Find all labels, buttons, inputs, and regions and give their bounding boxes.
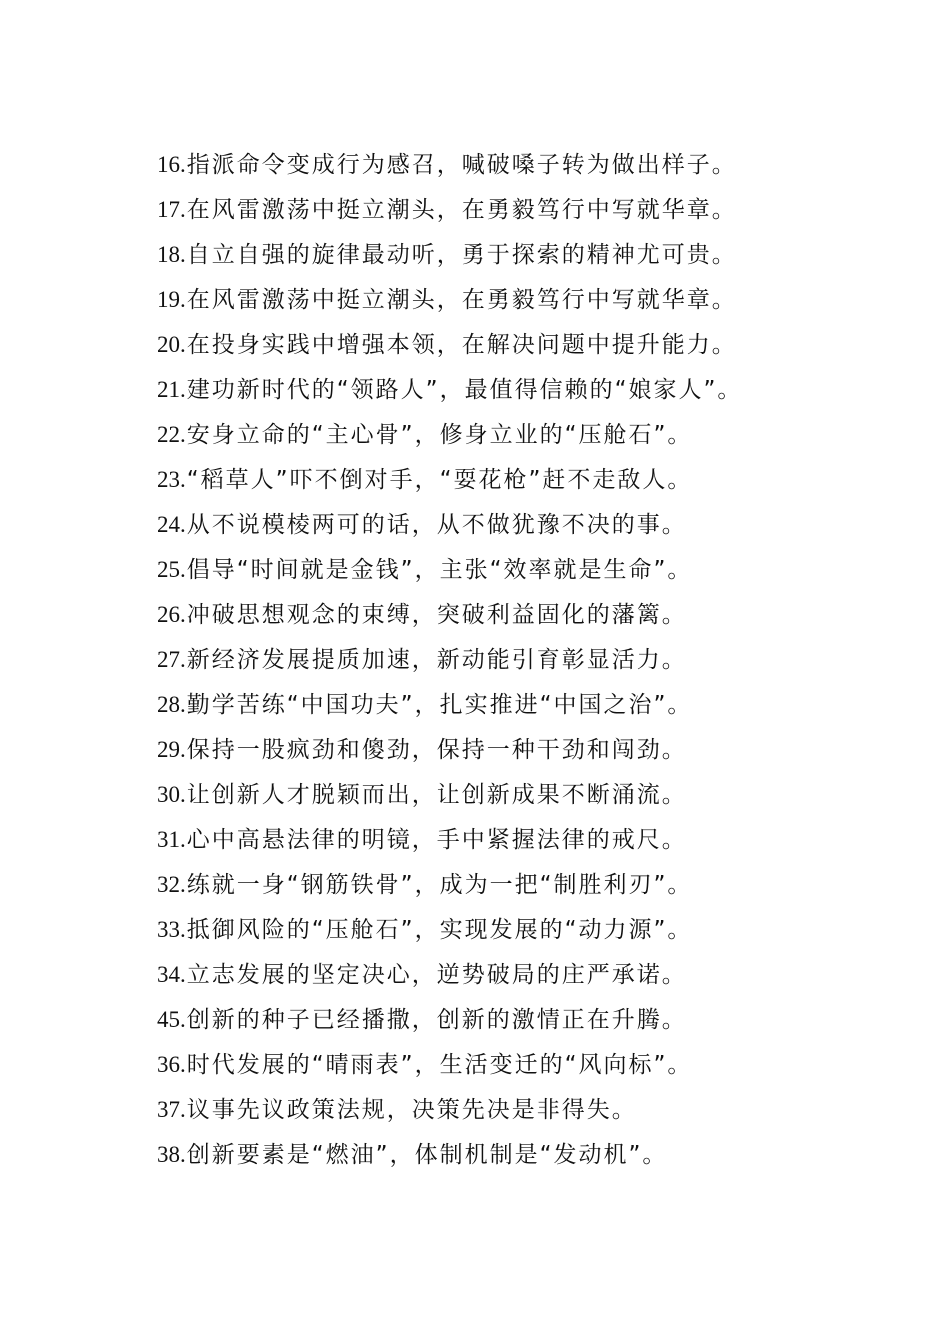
item-text: 创新的种子已经播撒，创新的激情正在升腾。 bbox=[186, 1007, 687, 1033]
item-text: 练就一身“钢筋铁骨”，成为一把“制胜利刃”。 bbox=[186, 872, 693, 898]
list-item bbox=[157, 412, 937, 457]
list-item bbox=[157, 1132, 937, 1177]
item-number: 19. bbox=[157, 287, 186, 312]
item-number: 30. bbox=[157, 782, 186, 807]
list-item bbox=[157, 1087, 937, 1132]
item-number: 18. bbox=[157, 242, 186, 267]
item-text: 创新要素是“燃油”，体制机制是“发动机”。 bbox=[186, 1142, 668, 1168]
item-number: 23. bbox=[157, 467, 186, 492]
item-text: 抵御风险的“压舱石”，实现发展的“动力源”。 bbox=[186, 917, 693, 943]
list-item bbox=[157, 502, 937, 547]
list-item bbox=[157, 682, 937, 727]
item-number: 34. bbox=[157, 962, 186, 987]
item-text: 在投身实践中增强本领，在解决问题中提升能力。 bbox=[186, 332, 737, 358]
item-text: 自立自强的旋律最动听，勇于探索的精神尤可贵。 bbox=[186, 242, 737, 268]
list-item bbox=[157, 817, 937, 862]
item-number: 38. bbox=[157, 1142, 186, 1167]
list-item bbox=[157, 1042, 937, 1087]
item-text: “稻草人”吓不倒对手，“耍花枪”赶不走敌人。 bbox=[186, 467, 693, 493]
item-text: 冲破思想观念的束缚，突破利益固化的藩篱。 bbox=[186, 602, 687, 628]
item-text: 立志发展的坚定决心，逆势破局的庄严承诺。 bbox=[186, 962, 687, 988]
item-number: 21. bbox=[157, 377, 186, 402]
item-number: 20. bbox=[157, 332, 186, 357]
item-text: 指派命令变成行为感召，喊破嗓子转为做出样子。 bbox=[186, 152, 737, 178]
list-item bbox=[157, 952, 937, 997]
item-text: 勤学苦练“中国功夫”，扎实推进“中国之治”。 bbox=[186, 692, 693, 718]
list-item bbox=[157, 997, 937, 1042]
list-item bbox=[157, 367, 937, 412]
item-text: 心中高悬法律的明镜，手中紧握法律的戒尺。 bbox=[186, 827, 687, 853]
item-number: 28. bbox=[157, 692, 186, 717]
list-item bbox=[157, 142, 937, 187]
item-number: 33. bbox=[157, 917, 186, 942]
item-text: 让创新人才脱颖而出，让创新成果不断涌流。 bbox=[186, 782, 687, 808]
list-item bbox=[157, 547, 937, 592]
list-item bbox=[157, 592, 937, 637]
item-number: 27. bbox=[157, 647, 186, 672]
item-number: 36. bbox=[157, 1052, 186, 1077]
item-number: 22. bbox=[157, 422, 186, 447]
item-text: 从不说模棱两可的话，从不做犹豫不决的事。 bbox=[186, 512, 687, 538]
list-item bbox=[157, 457, 937, 502]
list-item bbox=[157, 637, 937, 682]
item-number: 29. bbox=[157, 737, 186, 762]
list-item bbox=[157, 277, 937, 322]
item-text: 在风雷激荡中挺立潮头，在勇毅笃行中写就华章。 bbox=[186, 197, 737, 223]
item-text: 保持一股疯劲和傻劲，保持一种干劲和闯劲。 bbox=[186, 737, 687, 763]
item-number: 26. bbox=[157, 602, 186, 627]
item-number: 17. bbox=[157, 197, 186, 222]
item-number: 45. bbox=[157, 1007, 186, 1032]
item-text: 建功新时代的“领路人”，最值得信赖的“娘家人”。 bbox=[186, 377, 743, 403]
item-number: 31. bbox=[157, 827, 186, 852]
item-text: 在风雷激荡中挺立潮头，在勇毅笃行中写就华章。 bbox=[186, 287, 737, 313]
item-text: 时代发展的“晴雨表”，生活变迁的“风向标”。 bbox=[186, 1052, 693, 1078]
numbered-list bbox=[157, 142, 937, 1177]
item-text: 新经济发展提质加速，新动能引育彰显活力。 bbox=[186, 647, 687, 673]
list-item bbox=[157, 187, 937, 232]
list-item bbox=[157, 727, 937, 772]
item-text: 倡导“时间就是金钱”，主张“效率就是生命”。 bbox=[186, 557, 693, 583]
item-number: 16. bbox=[157, 152, 186, 177]
item-number: 32. bbox=[157, 872, 186, 897]
item-text: 安身立命的“主心骨”，修身立业的“压舱石”。 bbox=[186, 422, 693, 448]
list-item bbox=[157, 772, 937, 817]
item-text: 议事先议政策法规，决策先决是非得失。 bbox=[186, 1097, 637, 1123]
list-item bbox=[157, 322, 937, 367]
item-number: 37. bbox=[157, 1097, 186, 1122]
list-item bbox=[157, 232, 937, 277]
list-item bbox=[157, 862, 937, 907]
list-item bbox=[157, 907, 937, 952]
item-number: 25. bbox=[157, 557, 186, 582]
item-number: 24. bbox=[157, 512, 186, 537]
